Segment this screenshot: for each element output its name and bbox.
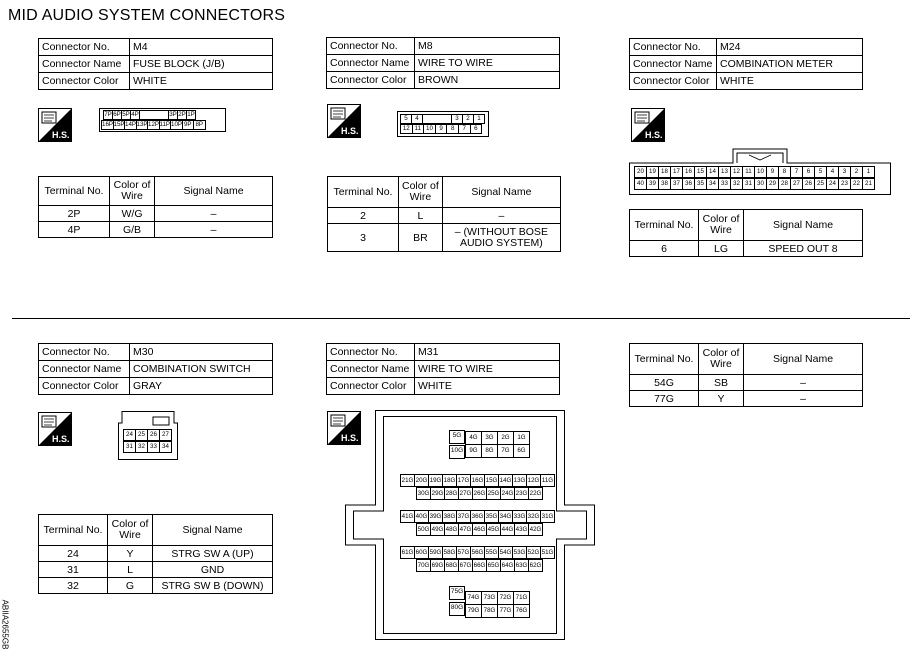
- m31-pin-row: [465, 591, 530, 605]
- pin: 24: [123, 429, 136, 441]
- m31-pin-row: [465, 444, 530, 458]
- pin: 37G: [456, 510, 471, 523]
- pin: 54G: [498, 546, 513, 559]
- pin: 2: [850, 166, 863, 178]
- m8-connector-color: BROWN: [415, 72, 560, 89]
- pin: 40G: [414, 510, 429, 523]
- pin: 10: [754, 166, 767, 178]
- table-row: 3 BR – (WITHOUT BOSE AUDIO SYSTEM): [328, 224, 561, 252]
- pin: 69G: [430, 559, 445, 572]
- pin: 5: [400, 114, 412, 124]
- pin: 63G: [514, 559, 529, 572]
- pin: 64G: [500, 559, 515, 572]
- m4-connector-no: M4: [130, 39, 273, 56]
- m8-bottom-pin-row: [400, 124, 482, 134]
- pin: 20G: [414, 474, 429, 487]
- pin: 78G: [481, 604, 498, 618]
- pin: 15G: [484, 474, 499, 487]
- m31-connector-name: WIRE TO WIRE: [415, 361, 560, 378]
- harness-side-icon: [38, 108, 72, 142]
- pin: 16G: [470, 474, 485, 487]
- svg-text:H.S.: H.S.: [341, 433, 359, 443]
- m24-connector-info: Connector No. M24 Connector Name COMBINATION METER Connector Color WHITE: [629, 38, 863, 90]
- m30-connector-no: M30: [130, 344, 273, 361]
- m31-pin-row: [416, 487, 543, 500]
- m31-pin-row: [400, 510, 555, 523]
- pin: 12P: [148, 121, 160, 128]
- pin: 48G: [444, 523, 459, 536]
- pin: 45G: [486, 523, 501, 536]
- m31-pin-row: [416, 559, 543, 572]
- m4-connector-color: WHITE: [130, 73, 273, 90]
- pin: 1G: [513, 431, 530, 445]
- pin: 4G: [465, 431, 482, 445]
- pin: 6: [470, 124, 483, 134]
- pin: 70G: [416, 559, 431, 572]
- pin: 19: [646, 166, 659, 178]
- connector-no-label: Connector No.: [39, 39, 130, 56]
- pin: 17G: [456, 474, 471, 487]
- pin: 23: [838, 178, 851, 190]
- pin: 15: [694, 166, 707, 178]
- m31-terminal-table: Terminal No. Color of Wire Signal Name 54G SB – 77G Y –: [629, 343, 863, 407]
- m24-bottom-pin-row: [634, 178, 875, 190]
- pin: 6: [802, 166, 815, 178]
- m4-bottom-pin-row: [101, 120, 206, 130]
- table-row: 6 LG SPEED OUT 8: [630, 241, 863, 257]
- pin: 80G: [449, 602, 465, 616]
- pin: 76G: [513, 604, 530, 618]
- pin: 2: [462, 114, 474, 124]
- pin: 30: [754, 178, 767, 190]
- pin: 66G: [472, 559, 487, 572]
- pin: 32: [730, 178, 743, 190]
- pin: 25: [135, 429, 148, 441]
- pin: 16: [682, 166, 695, 178]
- m24-top-pin-row: [634, 166, 875, 178]
- pin: 59G: [428, 546, 443, 559]
- m31-connector-no: M31: [415, 344, 560, 361]
- pin: 8P: [193, 120, 206, 130]
- pin: 30G: [416, 487, 431, 500]
- m31-pin-row: [465, 604, 530, 618]
- pin: 79G: [465, 604, 482, 618]
- pin: 3P: [169, 111, 177, 118]
- pin: 13P: [136, 121, 148, 128]
- pin: 19G: [428, 474, 443, 487]
- m30-connector-name: COMBINATION SWITCH: [130, 361, 273, 378]
- pin: 10G: [449, 445, 465, 459]
- pin: 9: [766, 166, 779, 178]
- pin: 38G: [442, 510, 457, 523]
- m24-terminal-table: Terminal No. Color of Wire Signal Name 6 LG SPEED OUT 8: [629, 209, 863, 257]
- pin: 7G: [497, 444, 514, 458]
- pin: 14: [706, 166, 719, 178]
- pin: 15P: [113, 121, 125, 128]
- page-title: MID AUDIO SYSTEM CONNECTORS: [8, 7, 286, 24]
- m30-top-pin-row: [123, 429, 172, 441]
- pin: 50G: [416, 523, 431, 536]
- pin: 8: [446, 124, 459, 134]
- m31-pin-row: [400, 546, 555, 559]
- pin: 22G: [528, 487, 543, 500]
- pin: 9P: [182, 120, 195, 130]
- pin: 28G: [444, 487, 459, 500]
- pin: 2G: [497, 431, 514, 445]
- pin: 18: [658, 166, 671, 178]
- pin: 7: [790, 166, 803, 178]
- pin: 13: [718, 166, 731, 178]
- m31-connector-info: Connector No. M31 Connector Name WIRE TO WIRE Connector Color WHITE: [326, 343, 560, 395]
- pin: 26G: [472, 487, 487, 500]
- pin: 6G: [513, 444, 530, 458]
- pin: 52G: [526, 546, 541, 559]
- pin: 74G: [465, 591, 482, 605]
- pin: 3G: [481, 431, 498, 445]
- pin: 34: [159, 441, 172, 453]
- pin: 39: [646, 178, 659, 190]
- m30-connector-color: GRAY: [130, 378, 273, 395]
- harness-side-icon: [631, 108, 665, 142]
- pin: 28: [778, 178, 791, 190]
- connector-color-label: Connector Color: [39, 73, 130, 90]
- pin: 14P: [125, 121, 137, 128]
- table-row: 77G Y –: [630, 391, 863, 407]
- pin: 26: [802, 178, 815, 190]
- pin: 5G: [449, 430, 465, 444]
- pin: 8G: [481, 444, 498, 458]
- pin: 21: [862, 178, 875, 190]
- pin: [139, 110, 169, 120]
- pin: 32: [135, 441, 148, 453]
- pin: 27G: [458, 487, 473, 500]
- pin: 5: [814, 166, 827, 178]
- m8-top-pin-row: [400, 114, 485, 124]
- pin: 72G: [497, 591, 514, 605]
- pin: 36G: [470, 510, 485, 523]
- pin: 5P: [122, 111, 130, 118]
- pin: 23G: [514, 487, 529, 500]
- pin: [422, 114, 452, 124]
- pin: 10P: [171, 121, 183, 128]
- pin: 34G: [498, 510, 513, 523]
- pin: 13G: [512, 474, 527, 487]
- m4-top-pin-row: [103, 110, 196, 120]
- pin: 46G: [472, 523, 487, 536]
- pin: 11: [742, 166, 755, 178]
- m4-connector-name: FUSE BLOCK (J/B): [130, 56, 273, 73]
- m24-connector-name: COMBINATION METER: [717, 56, 863, 73]
- m8-connector-info: Connector No. M8 Connector Name WIRE TO WIRE Connector Color BROWN: [326, 37, 560, 89]
- pin: 39G: [428, 510, 443, 523]
- pin: 32G: [526, 510, 541, 523]
- pin: 38: [658, 178, 671, 190]
- m31-pin-row: [416, 523, 543, 536]
- pin: 31: [123, 441, 136, 453]
- pin: 4: [411, 114, 423, 124]
- table-row: 2 L –: [328, 208, 561, 224]
- pin: 51G: [540, 546, 555, 559]
- pin: 42G: [528, 523, 543, 536]
- m31-pin-row: [465, 431, 530, 445]
- pin: 24G: [500, 487, 515, 500]
- table-row: 54G SB –: [630, 375, 863, 391]
- pin: 27: [159, 429, 172, 441]
- pin: 18G: [442, 474, 457, 487]
- pin: 33G: [512, 510, 527, 523]
- pin: 2P: [178, 111, 186, 118]
- m31-pin-row: [400, 474, 555, 487]
- pin: 12: [730, 166, 743, 178]
- pin: 12: [400, 124, 413, 134]
- pin: 55G: [484, 546, 499, 559]
- pin: 35G: [484, 510, 499, 523]
- pin: 61G: [400, 546, 415, 559]
- pin: 75G: [449, 586, 465, 600]
- pin: 3: [838, 166, 851, 178]
- table-row: 2P W/G –: [39, 206, 273, 222]
- pin: 29: [766, 178, 779, 190]
- harness-side-icon: [327, 104, 361, 138]
- pin: 11: [412, 124, 425, 134]
- pin: 17: [670, 166, 683, 178]
- pin: 10: [423, 124, 436, 134]
- pin: 47G: [458, 523, 473, 536]
- pin: 24: [826, 178, 839, 190]
- pin: 6P: [113, 111, 121, 118]
- m30-bottom-pin-row: [123, 441, 172, 453]
- pin: 68G: [444, 559, 459, 572]
- pin: 1: [473, 114, 485, 124]
- pin: 4P: [131, 111, 139, 118]
- signal-name-header: Signal Name: [155, 177, 273, 206]
- m24-connector-color: WHITE: [717, 73, 863, 90]
- pin: 71G: [513, 591, 530, 605]
- pin: 11P: [159, 121, 171, 128]
- m4-terminal-table: [38, 176, 273, 238]
- pin: 7: [458, 124, 471, 134]
- pin: 21G: [400, 474, 415, 487]
- pin: 58G: [442, 546, 457, 559]
- m31-connector-color: WHITE: [415, 378, 560, 395]
- pin: 26: [147, 429, 160, 441]
- table-row: 4P G/B –: [39, 222, 273, 238]
- m4-connector-info: [38, 38, 273, 90]
- pin: 12G: [526, 474, 541, 487]
- pin: 77G: [497, 604, 514, 618]
- pin: 4: [826, 166, 839, 178]
- pin: 53G: [512, 546, 527, 559]
- pin: 36: [682, 178, 695, 190]
- m30-connector-info: Connector No. M30 Connector Name COMBINATION SWITCH Connector Color GRAY: [38, 343, 273, 395]
- pin: 3: [451, 114, 463, 124]
- pin: 20: [634, 166, 647, 178]
- pin: 44G: [500, 523, 515, 536]
- pin: 33: [147, 441, 160, 453]
- pin: 62G: [528, 559, 543, 572]
- pin: 60G: [414, 546, 429, 559]
- pin: 14G: [498, 474, 513, 487]
- pin: 9: [435, 124, 448, 134]
- pin: 27: [790, 178, 803, 190]
- pin: 65G: [486, 559, 501, 572]
- pin: 67G: [458, 559, 473, 572]
- pin: 57G: [456, 546, 471, 559]
- pin: 29G: [430, 487, 445, 500]
- table-row: 24 Y STRG SW A (UP): [39, 546, 273, 562]
- pin: 7P: [104, 111, 112, 118]
- figure-code: ABIIA2655GB: [0, 599, 10, 650]
- pin: 35: [694, 178, 707, 190]
- pin: 43G: [514, 523, 529, 536]
- pin: 40: [634, 178, 647, 190]
- pin: 56G: [470, 546, 485, 559]
- pin: 25G: [486, 487, 501, 500]
- pin: 34: [706, 178, 719, 190]
- section-divider: [12, 318, 910, 319]
- harness-side-icon: [38, 412, 72, 446]
- m24-connector-no: M24: [717, 39, 863, 56]
- m8-connector-no: M8: [415, 38, 560, 55]
- pin: 1: [862, 166, 875, 178]
- table-row: 31 L GND: [39, 562, 273, 578]
- svg-text:H.S.: H.S.: [341, 126, 359, 136]
- pin: 8: [778, 166, 791, 178]
- pin: 16P: [102, 121, 114, 128]
- pin: 49G: [430, 523, 445, 536]
- svg-text:H.S.: H.S.: [52, 130, 70, 140]
- pin: 1P: [187, 111, 195, 118]
- pin: 25: [814, 178, 827, 190]
- pin: 22: [850, 178, 863, 190]
- terminal-no-header: Terminal No.: [39, 177, 110, 206]
- pin: 37: [670, 178, 683, 190]
- pin: 41G: [400, 510, 415, 523]
- m8-connector-name: WIRE TO WIRE: [415, 55, 560, 72]
- pin: 9G: [465, 444, 482, 458]
- pin: 31G: [540, 510, 555, 523]
- table-row: 32 G STRG SW B (DOWN): [39, 578, 273, 594]
- svg-text:H.S.: H.S.: [645, 130, 663, 140]
- m30-terminal-table: Terminal No. Color of Wire Signal Name 24 Y STRG SW A (UP) 31 L GND 32 G STRG SW B (DOWN): [38, 514, 273, 594]
- svg-text:H.S.: H.S.: [52, 434, 70, 444]
- pin: 73G: [481, 591, 498, 605]
- connector-name-label: Connector Name: [39, 56, 130, 73]
- pin: 31: [742, 178, 755, 190]
- m8-terminal-table: Terminal No. Color of Wire Signal Name 2 L – 3 BR – (WITHOUT BOSE AUDIO SYSTEM): [327, 176, 561, 252]
- pin: 33: [718, 178, 731, 190]
- color-of-wire-header: Color of Wire: [110, 177, 155, 206]
- pin: 11G: [540, 474, 555, 487]
